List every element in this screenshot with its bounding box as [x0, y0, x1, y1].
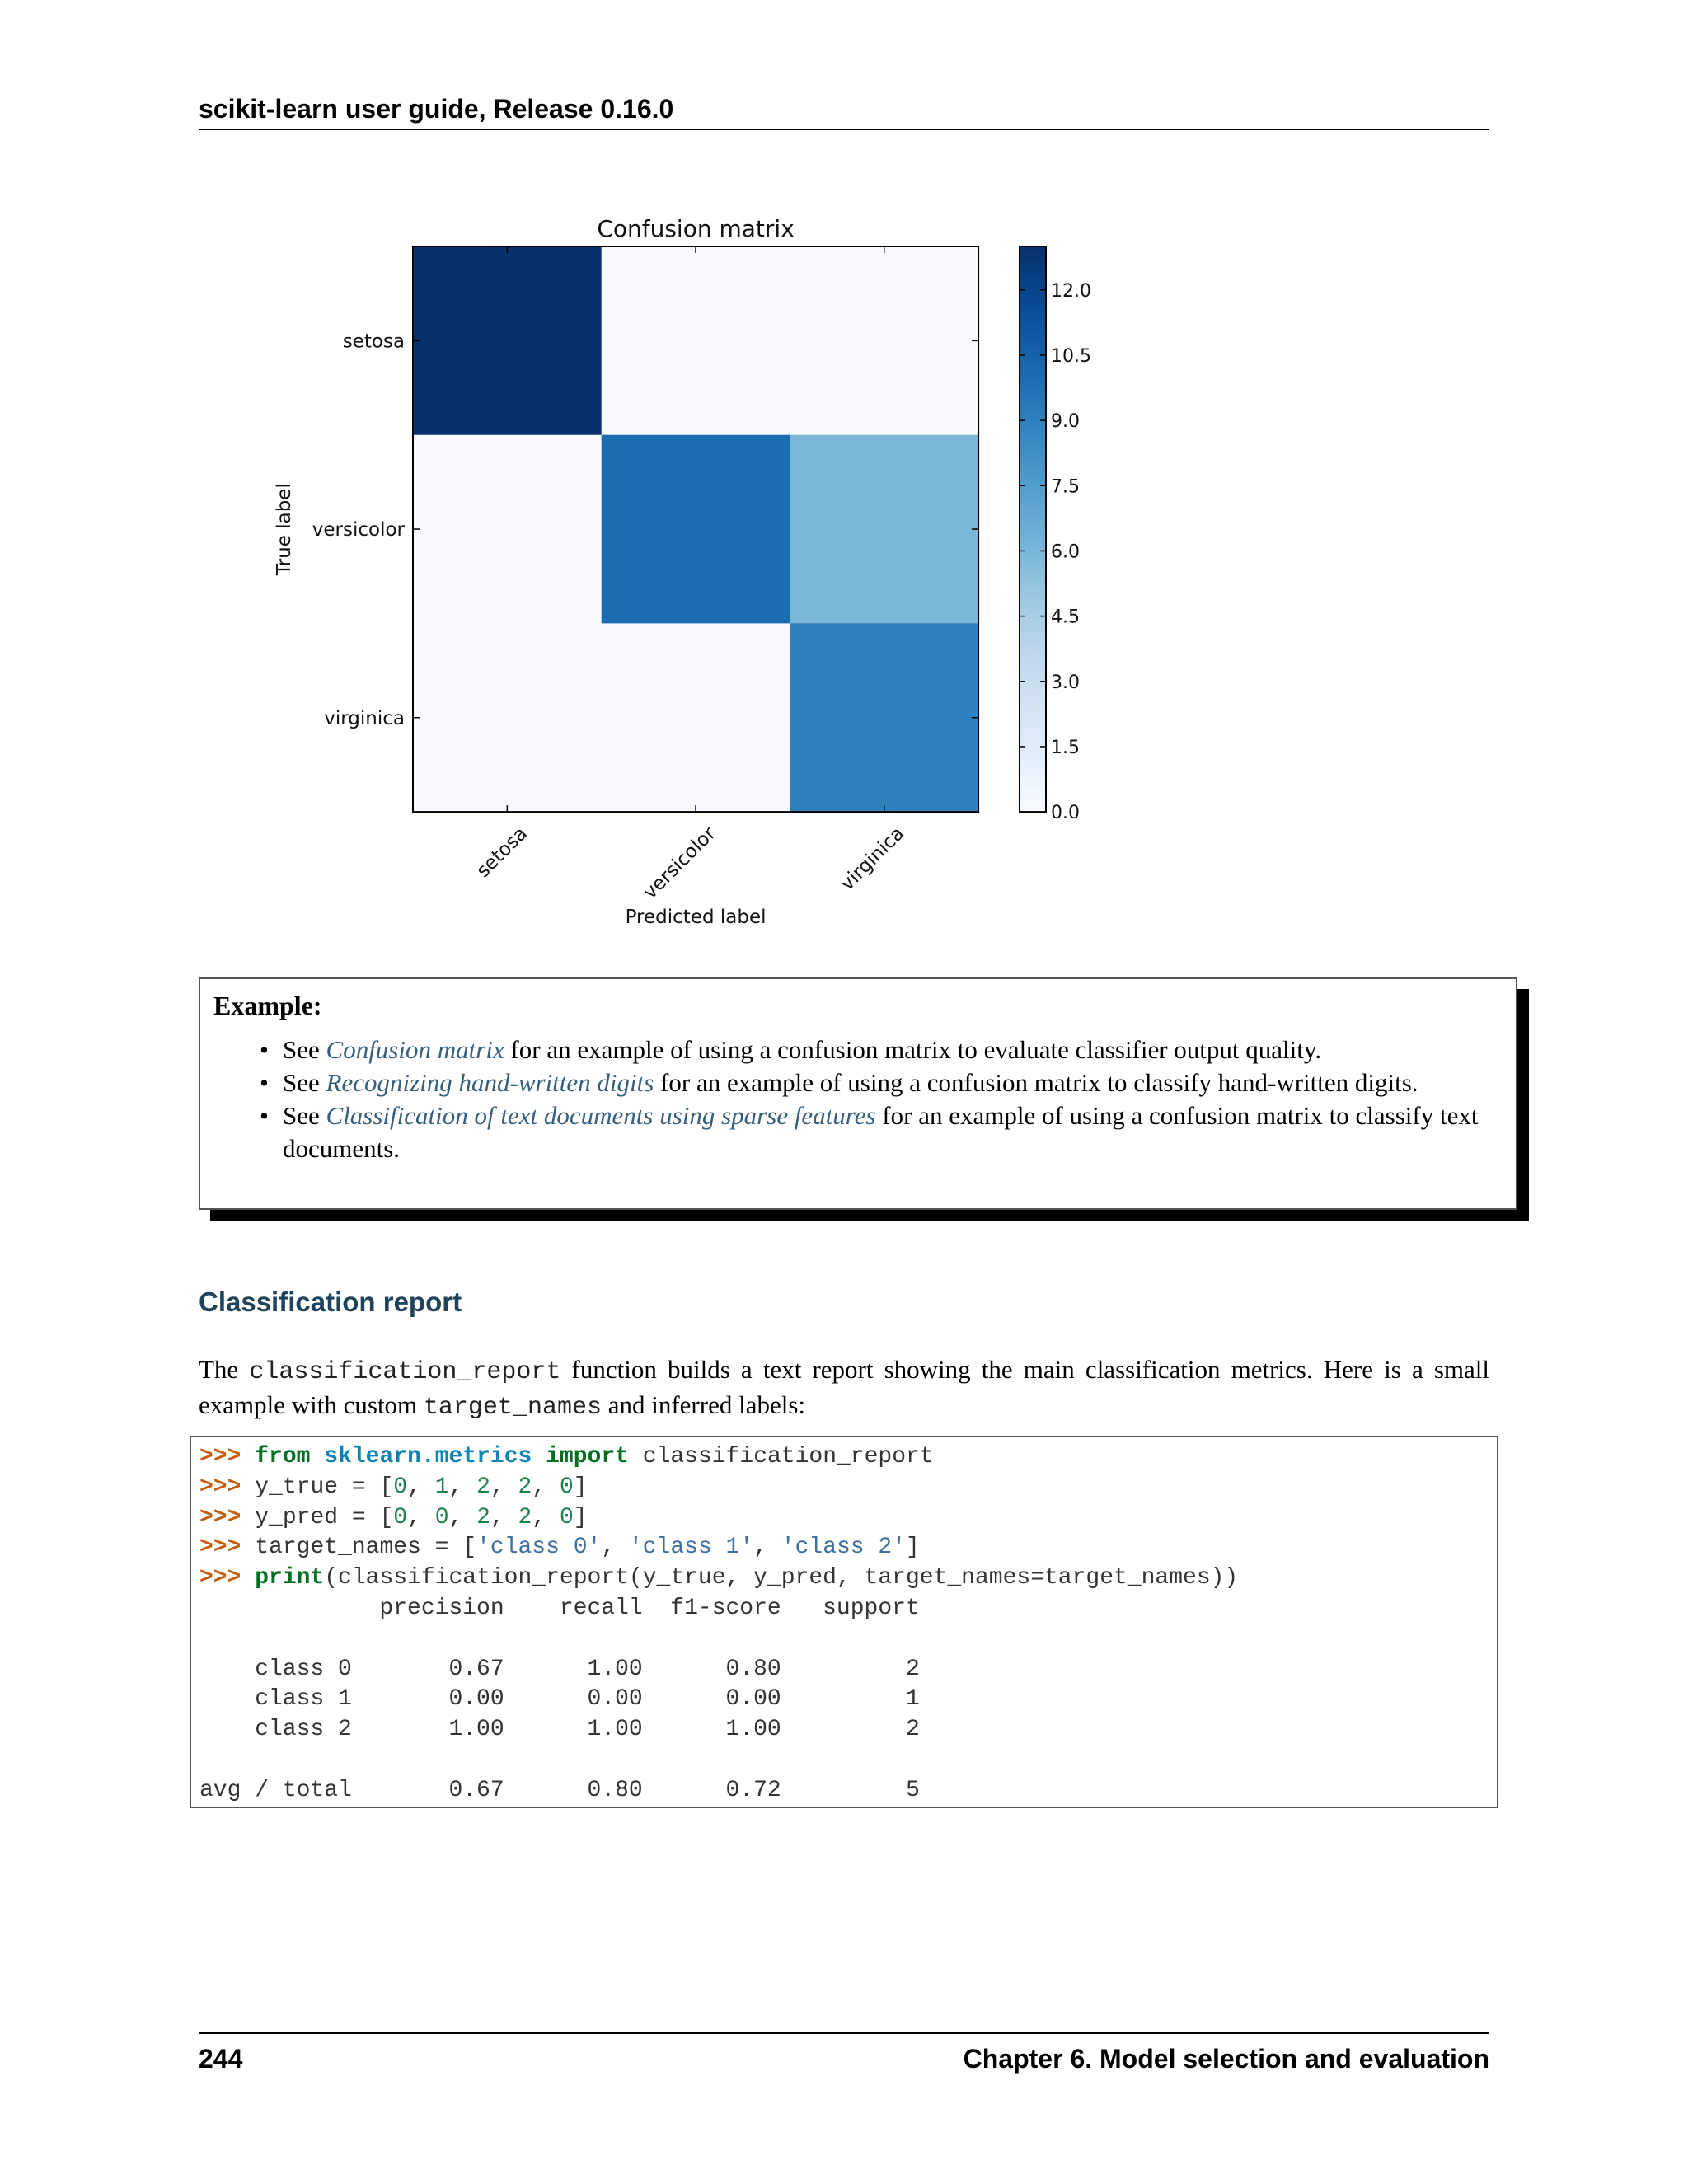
heatmap-cell: [790, 623, 978, 812]
code-punct: ]: [573, 1504, 588, 1530]
report-row: class 2 1.00 1.00 1.00 2: [199, 1717, 920, 1743]
code-number: 0: [393, 1474, 408, 1500]
code-number: 0: [559, 1474, 574, 1500]
example-item-post: for an example of using a confusion matrix to evaluate classifier output quality.: [504, 1035, 1322, 1064]
example-item-pre: See: [283, 1068, 326, 1097]
example-item: [213, 1033, 1503, 1066]
code-line: [199, 1565, 1238, 1591]
colorbar-tick-label: 7.5: [1051, 476, 1080, 498]
code-prompt: >>>: [199, 1504, 241, 1530]
code-number: 0: [434, 1504, 449, 1530]
code-call: (classification_report(y_true, y_pred, target_names=target_names)): [324, 1565, 1239, 1591]
para-text: and inferred labels:: [601, 1390, 805, 1419]
code-keyword: from: [255, 1444, 311, 1469]
example-list: [213, 1033, 1503, 1165]
code-line: >>> y_true = [0, 1, 2, 2, 0]: [199, 1474, 588, 1500]
code-number: 2: [518, 1504, 532, 1530]
colorbar-tick-label: 0.0: [1051, 803, 1080, 824]
code-prompt: >>>: [199, 1535, 241, 1561]
heatmap-cell: [790, 435, 978, 624]
code-string: 'class 0': [476, 1535, 602, 1561]
chart-title: Confusion matrix: [597, 215, 795, 242]
code-line: >>> target_names = ['class 0', 'class 1', 'class 2']: [199, 1535, 920, 1561]
code-punct: = [: [338, 1474, 394, 1500]
code-block: [190, 1436, 1498, 1808]
colorbar-tick-label: 12.0: [1051, 280, 1091, 302]
colorbar-tick-label: 10.5: [1051, 345, 1091, 367]
example-item-post: for an example of using a confusion matrix to classify hand-written digits.: [654, 1068, 1418, 1097]
heatmap-cell: [790, 246, 978, 435]
report-row: class 0 0.67 1.00 0.80 2: [199, 1656, 920, 1682]
example-item-pre: See: [283, 1101, 326, 1130]
colorbar-tick-label: 3.0: [1051, 672, 1080, 693]
code-number: 2: [476, 1474, 490, 1500]
colorbar-tick-label: 1.5: [1051, 737, 1080, 758]
para-text: The: [199, 1355, 250, 1384]
code-var: target_names: [255, 1535, 421, 1561]
para-text: function builds a text report showing the main classification metrics. Here is a small example with custom: [199, 1355, 1490, 1419]
code-keyword: import: [546, 1444, 629, 1469]
code-punct: ]: [906, 1535, 920, 1561]
link-recognizing-hand-written-digits[interactable]: Recognizing hand-written digits: [326, 1068, 654, 1097]
link-classification-of-text-documents[interactable]: Classification of text documents using sparse features: [326, 1101, 876, 1130]
x-tick-label: virginica: [836, 823, 909, 895]
code-punct: = [: [420, 1535, 477, 1561]
y-tick-label: versicolor: [312, 519, 405, 541]
code-name: classification_report: [642, 1444, 934, 1469]
code-punct: ]: [573, 1474, 588, 1500]
code-var: y_true: [255, 1474, 339, 1500]
code-keyword: print: [255, 1565, 325, 1591]
example-admonition: [199, 977, 1517, 1210]
example-item: [213, 1066, 1503, 1099]
heatmap-cell: [413, 246, 602, 435]
colorbar-tick-label: 4.5: [1051, 607, 1080, 628]
section-heading: Classification report: [199, 1286, 462, 1317]
heatmap-cell: [602, 246, 790, 435]
section-paragraph: [199, 1353, 1489, 1424]
example-item-pre: See: [283, 1035, 326, 1064]
example-title: Example:: [213, 991, 322, 1020]
report-row: class 1 0.00 0.00 0.00 1: [199, 1686, 920, 1713]
y-axis-label: True label: [274, 483, 295, 575]
code-number: 2: [476, 1504, 490, 1530]
code-line: >>> y_pred = [0, 0, 2, 2, 0]: [199, 1504, 588, 1530]
code-punct: = [: [338, 1504, 394, 1530]
code-prompt: >>>: [199, 1444, 241, 1469]
link-confusion-matrix[interactable]: Confusion matrix: [326, 1035, 504, 1064]
x-tick-label: versicolor: [639, 823, 720, 904]
code-prompt: >>>: [199, 1565, 241, 1591]
confusion-matrix-chart: [247, 206, 1170, 948]
report-total: avg / total 0.67 0.80 0.72 5: [199, 1777, 920, 1803]
code-number: 1: [434, 1474, 449, 1500]
inline-code-classification-report: classification_report: [249, 1358, 561, 1386]
code-number: 2: [518, 1474, 532, 1500]
report-header: precision recall f1-score support: [199, 1595, 920, 1621]
colorbar: [1020, 246, 1046, 812]
example-item: [213, 1099, 1503, 1165]
confusion-matrix-figure: [247, 206, 1170, 948]
x-axis-label: Predicted label: [625, 907, 767, 929]
code-number: 0: [559, 1504, 574, 1530]
heatmap-cell: [413, 623, 602, 812]
page-number: 244: [199, 2044, 243, 2074]
example-item-post: for an example of using a confusion matrix to classify text documents.: [283, 1101, 1479, 1163]
x-tick-label: setosa: [472, 823, 532, 882]
code-module: sklearn.metrics: [324, 1444, 532, 1469]
colorbar-tick-label: 9.0: [1051, 411, 1080, 433]
running-footer: [199, 2032, 1489, 2075]
y-tick-label: setosa: [342, 330, 405, 353]
chapter-title: Chapter 6. Model selection and evaluation: [963, 2044, 1489, 2074]
code-line: [199, 1444, 934, 1469]
code-number: 0: [393, 1504, 408, 1530]
colorbar-tick-label: 6.0: [1051, 541, 1080, 563]
heatmap-cell: [602, 623, 790, 812]
code-prompt: >>>: [199, 1474, 241, 1500]
heatmap-cell: [602, 435, 790, 624]
code-string: 'class 1': [628, 1535, 754, 1561]
code-string: 'class 2': [781, 1535, 907, 1561]
inline-code-target-names: target_names: [423, 1394, 602, 1422]
heatmap-cell: [413, 435, 602, 624]
running-header: scikit-learn user guide, Release 0.16.0: [199, 92, 1489, 130]
y-tick-label: virginica: [324, 707, 405, 729]
code-var: y_pred: [255, 1504, 339, 1530]
